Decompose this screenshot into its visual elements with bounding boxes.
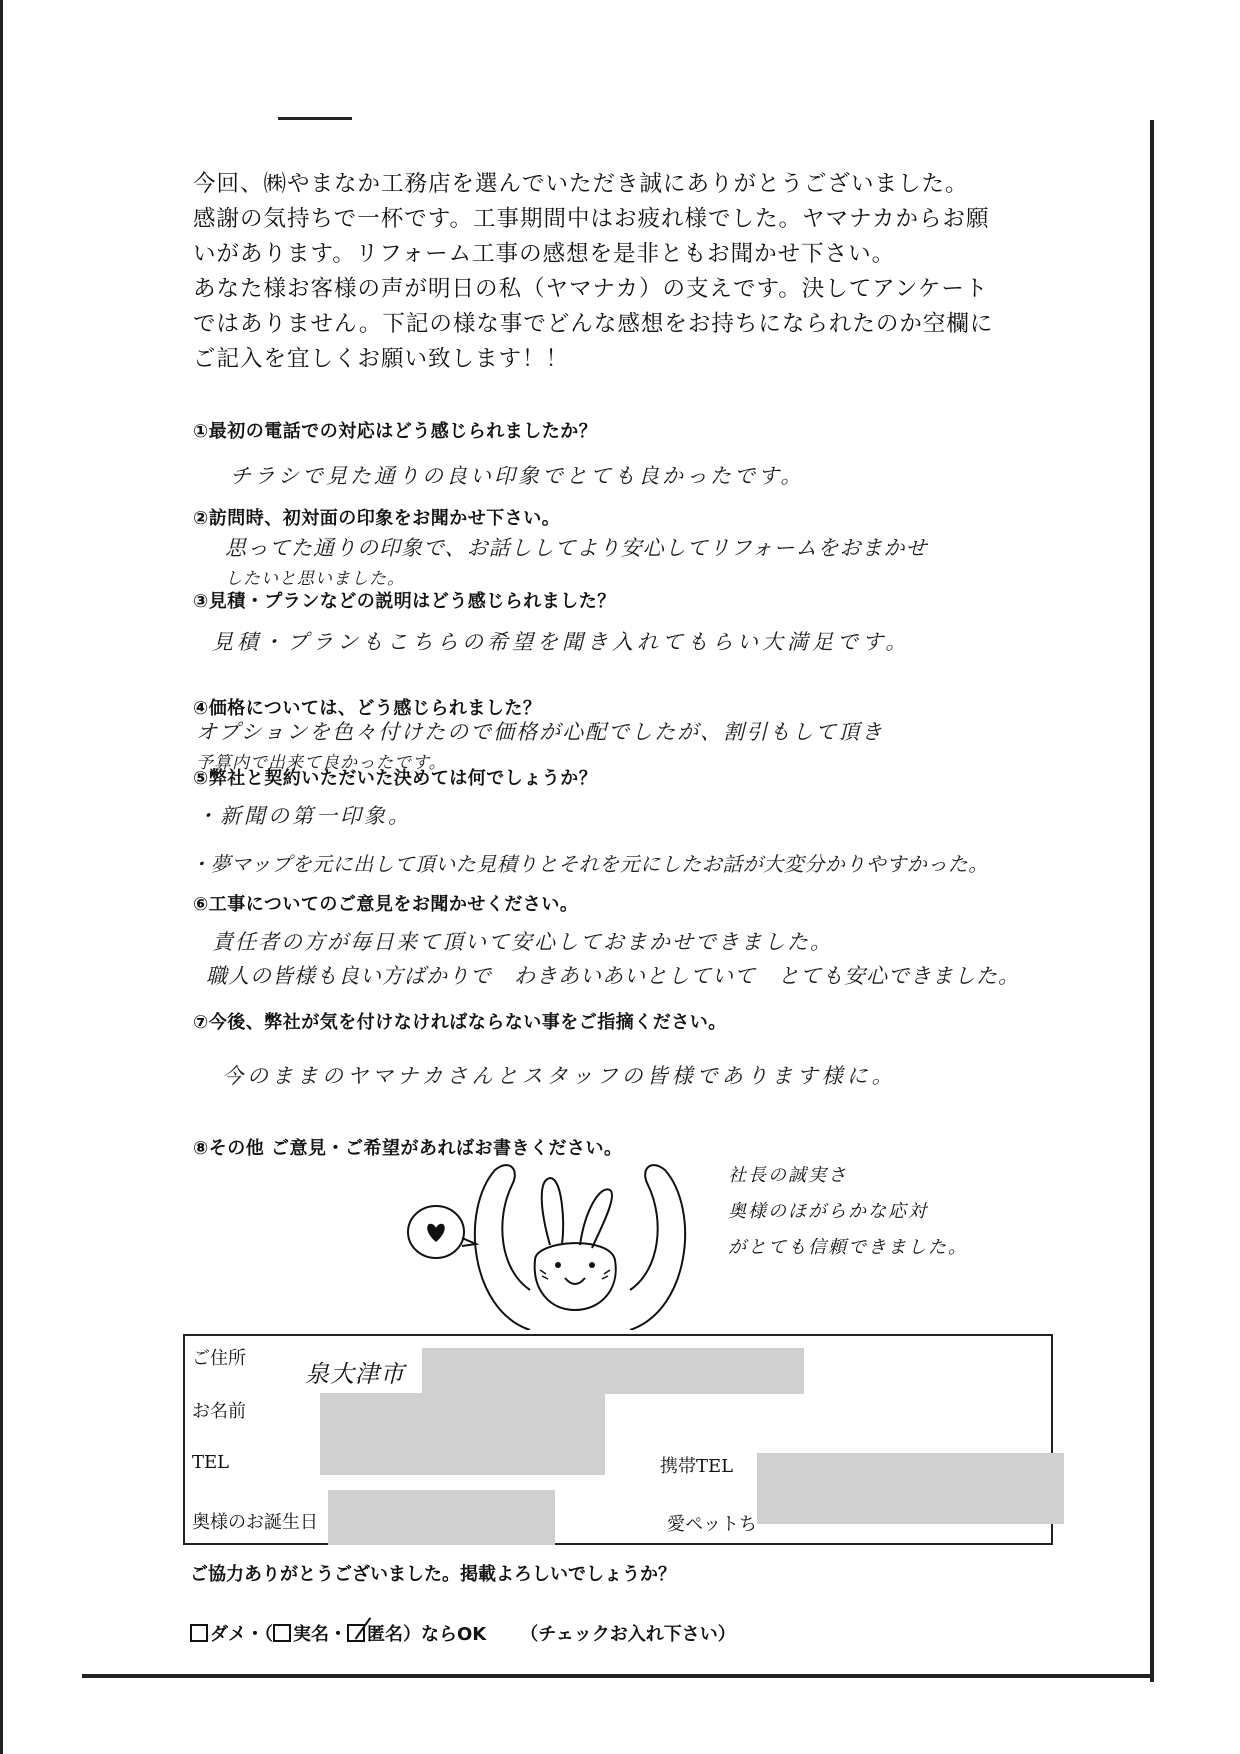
- question-6: ⑥工事についてのご意見をお聞かせください。: [193, 894, 579, 915]
- answer-2-line-2: したいと思いました。: [225, 569, 405, 589]
- question-4: ④価格については、どう感じられました？: [193, 698, 542, 719]
- answer-7-line-1: 今のままのヤマナカさんとスタッフの皆様であります様に。: [222, 1064, 897, 1088]
- tel-label: TEL: [192, 1452, 230, 1473]
- answer-5-line-1: ・新聞の第一印象。: [196, 804, 412, 828]
- rabbit-illustration-icon: [400, 1150, 700, 1330]
- name-label: お名前: [192, 1401, 246, 1422]
- question-2: ②訪問時、初対面の印象をお聞かせ下さい。: [193, 508, 561, 529]
- address-label: ご住所: [192, 1348, 246, 1369]
- consent-suffix: ）ならOK: [403, 1624, 487, 1645]
- birthday-label: 奥様のお誕生日: [192, 1512, 318, 1533]
- page-frame-right: [1150, 120, 1154, 1682]
- address-value: 泉大津市: [305, 1360, 405, 1388]
- intro-paragraph: [193, 167, 1073, 377]
- question-7: ⑦今後、弊社が気を付けなければならない事をご指摘ください。: [193, 1012, 727, 1033]
- ng-checkbox[interactable]: [190, 1624, 208, 1642]
- address-redaction: [422, 1348, 804, 1394]
- mobile-tel-label: 携帯TEL: [660, 1456, 734, 1477]
- consent-question: ご協力ありがとうございました。掲載よろしいでしょうか？: [190, 1564, 676, 1585]
- answer-6-line-1: 責任者の方が毎日来て頂いて安心しておまかせできました。: [212, 930, 833, 954]
- intro-line: ではありません。下記の様な事でどんな感想をお持ちになられたのか空欄に: [193, 311, 994, 337]
- consent-note: （チェックお入れ下さい）: [520, 1624, 736, 1645]
- intro-line: いがあります。リフォーム工事の感想を是非ともお聞かせ下さい。: [193, 241, 896, 267]
- answer-1-line-1: チラシで見た通りの良い印象でとても良かったです。: [230, 464, 805, 488]
- heart-speech-bubble-icon: [408, 1206, 476, 1258]
- ng-option-label: ダメ・（: [210, 1624, 273, 1645]
- note-line: 社長の誠実さ: [728, 1165, 848, 1186]
- page-frame-left: [0, 0, 3, 1754]
- note-line: がとても信頼できました。: [728, 1237, 968, 1258]
- consent-options: [190, 1620, 736, 1646]
- pet-label: 愛ペットち: [667, 1514, 757, 1535]
- birthday-redaction: [328, 1490, 555, 1545]
- intro-line: 感謝の気持ちで一杯です。工事期間中はお疲れ様でした。ヤマナカからお願: [193, 206, 990, 232]
- note-line: 奥様のほがらかな応対: [728, 1201, 928, 1222]
- answer-2-line-1: 思ってた通りの印象で、お話ししてより安心してリフォームをおまかせ: [225, 536, 928, 560]
- question-3: ③見積・プランなどの説明はどう感じられました？: [193, 591, 616, 612]
- handwritten-note: [728, 1158, 968, 1266]
- question-5: ⑤弊社と契約いただいた決めては何でしょうか？: [193, 768, 598, 789]
- real-name-label: 実名・: [293, 1624, 347, 1645]
- intro-line: 今回、㈱やまなか工務店を選んでいただき誠にありがとうございました。: [193, 171, 969, 197]
- answer-5-line-2: ・夢マップを元に出して頂いた見積りとそれを元にしたお話が大変分かりやすかった。: [190, 852, 989, 876]
- question-1: ①最初の電話での対応はどう感じられましたか？: [193, 421, 598, 442]
- intro-line: ご記入を宜しくお願い致します！！: [193, 346, 570, 372]
- anonymous-label: 匿名: [367, 1624, 403, 1645]
- answer-3-line-1: 見積・プランもこちらの希望を聞き入れてもらい大満足です。: [212, 630, 911, 654]
- top-dash-mark: [278, 117, 352, 120]
- real-name-checkbox[interactable]: [273, 1624, 291, 1642]
- question-8: ⑧その他 ご意見・ご希望があればお書きください。: [193, 1138, 623, 1159]
- anonymous-checkbox[interactable]: [347, 1624, 365, 1642]
- page-frame-bottom: [82, 1674, 1154, 1678]
- intro-line: あなた様お客様の声が明日の私（ヤマナカ）の支えです。決してアンケート: [193, 276, 989, 302]
- answer-4-line-1: オプションを色々付けたので価格が心配でしたが、割引もして頂き: [196, 720, 885, 744]
- mobile-redaction: [757, 1453, 1064, 1524]
- answer-4-line-2: 予算内で出来て良かったです。: [196, 753, 447, 773]
- name-redaction: [320, 1393, 605, 1475]
- answer-6-line-2: 職人の皆様も良い方ばかりで わきあいあいとしていて とても安心できました。: [206, 964, 1020, 988]
